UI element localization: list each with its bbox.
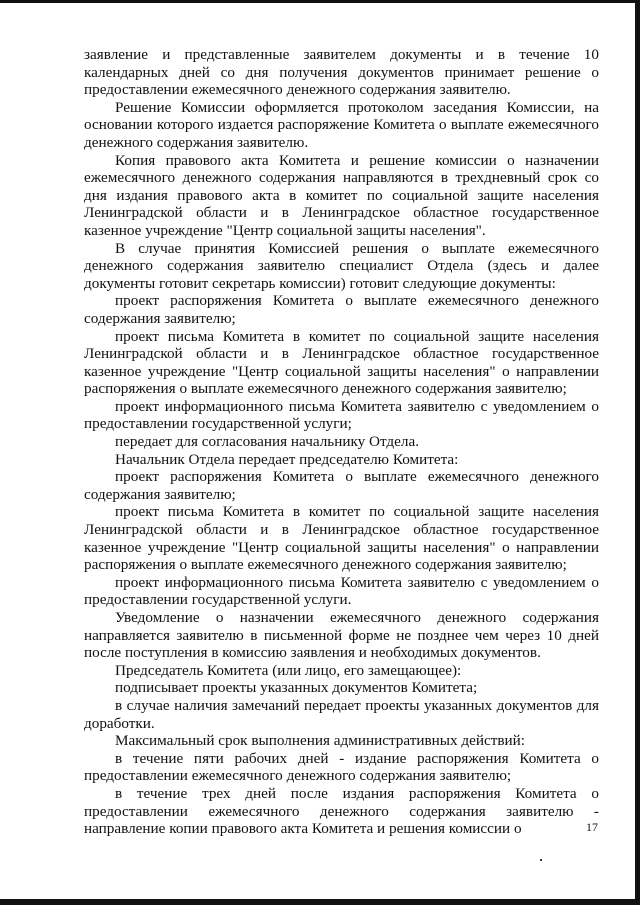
paragraph: проект распоряжения Комитета о выплате ежемесячного денежного содержания заявителю; (84, 292, 599, 327)
paragraph: Решение Комиссии оформляется протоколом заседания Комиссии, на основании которого издается распоряжение Комитета о выплате ежемесячного денежного содержания заявителю. (84, 98, 599, 151)
paragraph: в течение трех дней после издания распоряжения Комитета о предоставлении ежемесячного денежного содержания заявителю - направление копии правового акта Комитета и решения комиссии о (84, 784, 599, 838)
paragraph: проект информационного письма Комитета заявителю с уведомлением о предоставлении государственной услуги. (84, 573, 599, 609)
paragraph: Председатель Комитета (или лицо, его замещающее): (115, 661, 462, 679)
paragraph: проект письма Комитета в комитет по социальной защите населения Ленинградской области и в Ленинградское областное государственное казенное учреждение "Центр социальной защиты населения" о направлении распоряжения о выплате ежемесячного денежного содержания заявителю; (84, 327, 599, 398)
paragraph: проект письма Комитета в комитет по социальной защите населения Ленинградской области и в Ленинградское областное государственное казенное учреждение "Центр социальной защиты населения" о направлении распоряжения о выплате ежемесячного денежного содержания заявителю; (84, 503, 599, 574)
paragraph: в случае наличия замечаний передает проекты указанных документов для доработки. (84, 696, 599, 732)
paragraph: подписывает проекты указанных документов Комитета; (115, 679, 478, 697)
paragraph: Уведомление о назначении ежемесячного денежного содержания направляется заявителю в письменной форме не позднее чем через 10 дней после поступления в комиссию заявления и необходимых документов. (84, 609, 599, 662)
paragraph: Начальник Отдела передает председателю Комитета: (115, 450, 459, 468)
paragraph: заявление и представленные заявителем документы и в течение 10 календарных дней со дня получения документов принимает решение о предоставлении ежемесячного денежного содержания заявителю. (84, 46, 599, 99)
page-number: 17 (586, 820, 598, 834)
paragraph: Максимальный срок выполнения административных действий: (115, 732, 525, 750)
paragraph: проект распоряжения Комитета о выплате ежемесячного денежного содержания заявителю; (84, 468, 599, 503)
paragraph: проект информационного письма Комитета заявителю с уведомлением о предоставлении государственной услуги; (84, 397, 599, 433)
document-body (84, 46, 599, 838)
paragraph: Копия правового акта Комитета и решение комиссии о назначении ежемесячного денежного содержания направляются в трехдневный срок со дня издания правового акта в комитет по социальной защите населения Ленинградской области и в Ленинградское областное государственное казенное учреждение "Центр социальной защиты населения". (84, 151, 599, 239)
scan-border-top (0, 0, 640, 3)
paragraph: передает для согласования начальнику Отдела. (115, 433, 420, 451)
paragraph: В случае принятия Комиссией решения о выплате ежемесячного денежного содержания заявителю специалист Отдела (здесь и далее документы готовит секретарь комиссии) готовит следующие документы: (84, 239, 599, 292)
scan-border-right (635, 0, 640, 905)
scan-border-bottom (0, 899, 640, 905)
paragraph: в течение пяти рабочих дней - издание распоряжения Комитета о предоставлении ежемесячного денежного содержания заявителю; (84, 749, 599, 785)
scan-speck (540, 859, 542, 861)
